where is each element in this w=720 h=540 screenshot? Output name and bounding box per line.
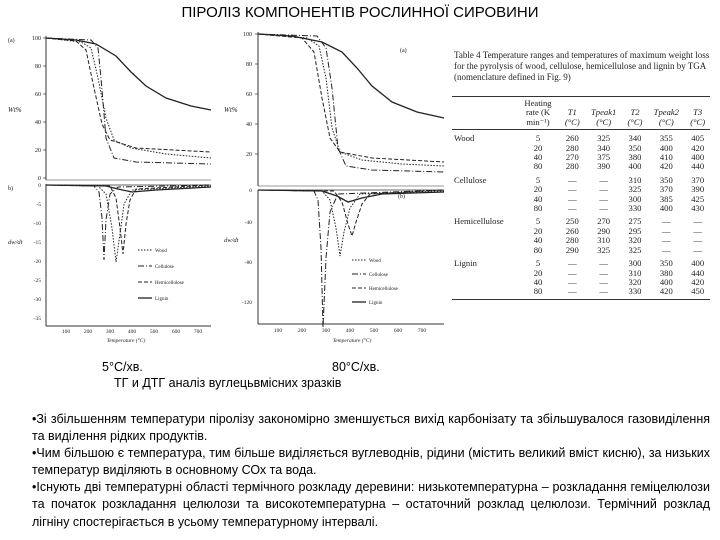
- table4-cell: 325: [597, 244, 611, 255]
- table4-header: Tpeak2 (°C): [647, 97, 685, 130]
- table4-cell: 355: [659, 133, 673, 144]
- left-x-tick: 100: [61, 329, 71, 335]
- table-row: [452, 236, 710, 245]
- table4-cell: 280: [565, 142, 579, 153]
- table4-cell: 260: [565, 225, 579, 236]
- right-dtg-axis-label: dw/dt: [224, 237, 239, 244]
- table4-cell: 295: [628, 225, 642, 236]
- table4-cell: 400: [628, 161, 642, 172]
- table4-cell: —: [560, 287, 585, 299]
- table4-cell: —: [693, 244, 702, 255]
- table-row: [452, 204, 710, 213]
- table4-cell: 80: [533, 203, 543, 214]
- table4-cell: 420: [659, 161, 673, 172]
- table4-cell: 270: [565, 152, 579, 163]
- table4-cell: —: [599, 193, 608, 204]
- table4-cell: —: [568, 276, 577, 287]
- table4-cell: 380: [659, 267, 673, 278]
- table4-cell: 80: [533, 244, 543, 255]
- table4-cell: 340: [597, 142, 611, 153]
- bullet-list: [32, 411, 710, 531]
- table4-cell: 250: [565, 216, 579, 227]
- bullet-item: •Чим більшою є температура, тим більше виділяється вуглеводнів, рідини (містить великий вміст кисню), за низьких температур виділяють в основному СОх та вода.: [32, 446, 710, 478]
- table4-cell: 20: [533, 142, 543, 153]
- table4-cell: 40: [533, 235, 543, 246]
- table4-cell: 300: [628, 258, 642, 269]
- left-x-tick: 400: [127, 329, 137, 335]
- table4-cell: 375: [597, 152, 611, 163]
- table4-cell: 80: [516, 287, 560, 299]
- right-tg-axis-label: Wt%: [224, 106, 238, 114]
- left-legend-item: Wood: [155, 249, 167, 254]
- left-x-tick: 500: [149, 329, 159, 335]
- right-tg-tick: 60: [246, 92, 252, 98]
- table4-cell: 5: [535, 174, 541, 185]
- table4-cell: 260: [565, 133, 579, 144]
- table4-cell: 400: [691, 258, 705, 269]
- table4-cell: —: [568, 174, 577, 185]
- table-row: [452, 227, 710, 236]
- table4-cell: —: [693, 235, 702, 246]
- right-panel-b-label: (b): [398, 194, 405, 200]
- table4-cell: —: [662, 235, 671, 246]
- left-x-tick: 300: [105, 329, 115, 335]
- left-panel-a-label: (a): [8, 38, 15, 44]
- table4-cell: —: [693, 216, 702, 227]
- table-row: [452, 287, 710, 299]
- table4-cell: 380: [628, 152, 642, 163]
- right-x-tick: 700: [417, 328, 427, 334]
- right-tg-tick: 40: [246, 122, 252, 128]
- table4-cell: —: [599, 258, 608, 269]
- slide-title: ПІРОЛІЗ КОМПОНЕНТІВ РОСЛИННОЇ СИРОВИНИ: [181, 4, 539, 21]
- right-x-tick: 500: [369, 328, 379, 334]
- table4-cell: 400: [691, 152, 705, 163]
- table4-cell: 330: [628, 203, 642, 214]
- table4-cell: 310: [628, 267, 642, 278]
- table4-cell: 385: [659, 193, 673, 204]
- table4-header: Heating rate (K min⁻¹): [516, 97, 560, 130]
- table-row: [452, 172, 710, 185]
- right-legend-item: Wood: [369, 259, 381, 264]
- table-row: [452, 255, 710, 268]
- table4-cell: 370: [691, 174, 705, 185]
- table4-cell: —: [599, 276, 608, 287]
- table4-cell: 440: [691, 161, 705, 172]
- left-panel-b-label: b): [8, 186, 13, 192]
- table4-cell: 330: [623, 287, 648, 299]
- table4-cell: 310: [628, 174, 642, 185]
- left-x-axis-label: Temperature (°C): [106, 338, 146, 344]
- right-dtg-tick: -40: [244, 220, 252, 226]
- table4-material: Lignin: [454, 258, 477, 269]
- table4-material: Hemicellulose: [454, 216, 504, 227]
- table4-cell: 5: [535, 258, 541, 269]
- table4-cell: 5: [535, 133, 541, 144]
- left-tg-tick: 0: [38, 176, 41, 182]
- bullet-item: •Існують дві температурні області термічного розкладу деревини: низькотемпературна – розкладання геміцелюлози та початок розкладання целюлози та високотемпературна – остаточний розклад целюлози. Термічний розклад лігніну спостерігається в усьому температурному інтервалі.: [32, 480, 710, 529]
- right-dtg-tick: -120: [241, 300, 252, 306]
- left-dtg-tick: -15: [33, 240, 41, 246]
- table4-cell: 440: [691, 267, 705, 278]
- table4-material: Cellulose: [454, 174, 487, 185]
- right-legend-item: Lignin: [369, 301, 383, 306]
- left-dtg-tick: -35: [33, 316, 41, 322]
- table4-cell: 275: [628, 216, 642, 227]
- table4-cell: 325: [628, 184, 642, 195]
- left-tg-tick: 100: [32, 36, 41, 42]
- left-tg-axis-label: Wt%: [8, 106, 22, 114]
- table4-cell: 425: [691, 193, 705, 204]
- table4-cell: 350: [628, 142, 642, 153]
- left-dtg-tick: -5: [36, 202, 41, 208]
- table4-cell: —: [568, 203, 577, 214]
- left-legend-item: Hemicellulose: [155, 281, 184, 286]
- table4-cell: —: [599, 174, 608, 185]
- table4-cell: 400: [659, 276, 673, 287]
- table4-cell: 40: [533, 276, 543, 287]
- table4-cell: 325: [628, 244, 642, 255]
- table4-cell: 320: [628, 276, 642, 287]
- heating-rate-left-caption: 5°С/хв.: [102, 360, 143, 374]
- table4-header-row: [452, 97, 710, 130]
- left-tg-tick: 20: [35, 148, 41, 154]
- right-x-tick: 400: [345, 328, 355, 334]
- table4-material: Wood: [454, 133, 475, 144]
- table4-cell: 390: [691, 184, 705, 195]
- table4-cell: —: [585, 287, 623, 299]
- right-x-axis-label: Temperature (°C): [332, 338, 372, 344]
- table4-cell: 350: [659, 258, 673, 269]
- table4-cell: 430: [691, 203, 705, 214]
- table4-cell: 290: [565, 244, 579, 255]
- table4-header: T1 (°C): [560, 97, 585, 130]
- bullet-item: •Зі збільшенням температури піролізу закономірно зменшується вихід карбонізату та збільшувалося газовиділення та виділення рідких продуктів.: [32, 412, 710, 444]
- right-legend-item: Hemicellulose: [369, 287, 398, 292]
- table4-cell: 40: [533, 193, 543, 204]
- table4-header: T3 (°C): [685, 97, 710, 130]
- table4-cell: 280: [565, 235, 579, 246]
- left-tg-tick: 60: [35, 92, 41, 98]
- table4-cell: —: [599, 267, 608, 278]
- table4-cell: 410: [659, 152, 673, 163]
- table4-cell: —: [662, 225, 671, 236]
- table4-cell: 420: [691, 142, 705, 153]
- table4-cell: —: [662, 244, 671, 255]
- table4-caption: Table 4 Temperature ranges and temperatures of maximum weight loss for the pyrolysis of wood, cellulose, hemicellulose and lignin by TGA (nomenclature defined in Fig. 9): [454, 50, 710, 82]
- table4-cell: 290: [597, 225, 611, 236]
- table4-cell: 40: [533, 152, 543, 163]
- table4: [452, 96, 710, 300]
- table4-cell: —: [568, 184, 577, 195]
- table4-cell: 20: [533, 267, 543, 278]
- table4-cell: 450: [685, 287, 710, 299]
- table4-cell: 405: [691, 133, 705, 144]
- table4-cell: —: [693, 225, 702, 236]
- right-dtg-tick: 0: [249, 188, 252, 194]
- left-dtg-tick: -30: [33, 297, 41, 303]
- table4-cell: 20: [533, 225, 543, 236]
- table4-cell: 340: [628, 133, 642, 144]
- left-x-tick: 200: [83, 329, 93, 335]
- table4-header: Tpeak1 (°C): [585, 97, 623, 130]
- table4-cell: 390: [597, 161, 611, 172]
- left-dtg-axis-label: dw/dt: [8, 239, 23, 246]
- left-dtg-tick: -25: [33, 278, 41, 284]
- analysis-caption: ТГ и ДТГ аналіз вуглецьвмісних зразків: [114, 376, 342, 390]
- table4-cell: 5: [535, 216, 541, 227]
- table4-header: T2 (°C): [623, 97, 648, 130]
- left-tg-tick: 40: [35, 120, 41, 126]
- left-legend-item: Cellulose: [155, 265, 174, 270]
- right-x-tick: 200: [297, 328, 307, 334]
- table4-cell: 310: [597, 235, 611, 246]
- table4-cell: 325: [597, 133, 611, 144]
- table4-cell: 420: [647, 287, 685, 299]
- left-legend-item: Lignin: [155, 297, 169, 302]
- table4-cell: —: [568, 258, 577, 269]
- table4-cell: 280: [565, 161, 579, 172]
- left-dtg-tick: 0: [38, 183, 41, 189]
- table4-cell: 300: [628, 193, 642, 204]
- table-row: [452, 213, 710, 226]
- table4-cell: —: [599, 203, 608, 214]
- table4-cell: 80: [533, 161, 543, 172]
- table4-cell: 270: [597, 216, 611, 227]
- right-tga-figure: [222, 28, 450, 350]
- table4-cell: —: [662, 216, 671, 227]
- right-tg-tick: 80: [246, 62, 252, 68]
- table4-cell: 350: [659, 174, 673, 185]
- left-dtg-tick: -10: [33, 221, 41, 227]
- table4-cell: 320: [628, 235, 642, 246]
- table4-cell: 400: [659, 203, 673, 214]
- left-dtg-tick: -20: [33, 259, 41, 265]
- table-row: [452, 130, 710, 144]
- table4-cell: —: [599, 184, 608, 195]
- right-x-tick: 300: [321, 328, 331, 334]
- table4-cell: 20: [533, 184, 543, 195]
- left-x-tick: 600: [171, 329, 181, 335]
- right-legend-item: Cellulose: [369, 273, 388, 278]
- table4-cell: —: [568, 267, 577, 278]
- left-tga-figure: [6, 28, 218, 350]
- right-tg-tick: 100: [243, 32, 252, 38]
- table4-cell: —: [568, 193, 577, 204]
- right-tg-tick: 20: [246, 152, 252, 158]
- table-row: [452, 162, 710, 171]
- table-row: [452, 246, 710, 255]
- table4-cell: 370: [659, 184, 673, 195]
- table4-cell: 420: [691, 276, 705, 287]
- right-panel-a-label: (a): [400, 48, 407, 54]
- right-x-tick: 100: [273, 328, 283, 334]
- heating-rate-right-caption: 80°С/хв.: [332, 360, 380, 374]
- right-dtg-tick: -80: [244, 260, 252, 266]
- left-x-tick: 700: [193, 329, 203, 335]
- left-tg-tick: 80: [35, 64, 41, 70]
- right-x-tick: 600: [393, 328, 403, 334]
- table4-cell: 400: [659, 142, 673, 153]
